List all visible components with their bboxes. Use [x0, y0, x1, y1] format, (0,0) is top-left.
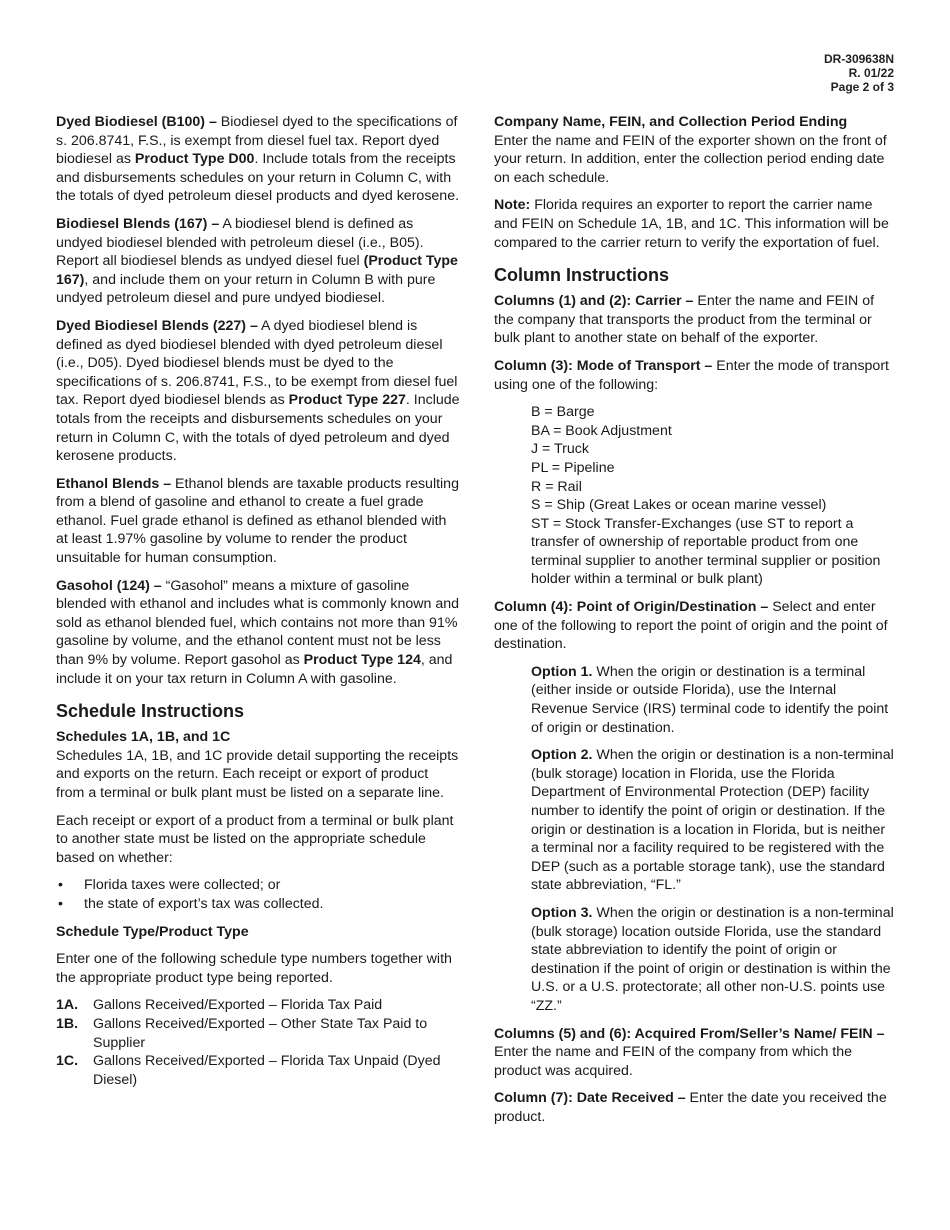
list-item: PL = Pipeline: [531, 459, 615, 476]
dyed-biodiesel-blends-paragraph: [56, 317, 460, 466]
carrier-paragraph: [494, 292, 896, 348]
schedules-paragraph-1: Schedules 1A, 1B, and 1C provide detail supporting the receipts and exports on the return. Each receipt or export of product from a terminal or bulk plant must be listed on a separate line.: [56, 747, 459, 801]
list-item: BA = Book Adjustment: [531, 422, 672, 439]
schedule-number: 1C.: [56, 1053, 79, 1070]
column-instructions-heading: Column Instructions: [494, 265, 669, 286]
product-type: Product Type D00: [134, 151, 255, 168]
dyed-biodiesel-paragraph: [56, 113, 460, 206]
term: Dyed Biodiesel (B100) –: [56, 114, 217, 130]
text: A biodiesel blend is defined as undyed biodiesel blended with petroleum diesel (i.e., B05). Report all biodiesel blends as undyed diesel fuel: [56, 215, 424, 270]
list-item: • Florida taxes were collected; or: [56, 876, 460, 895]
tax-collected-list: [56, 876, 460, 913]
term: Note:: [494, 197, 531, 214]
text: Ethanol blends are taxable products resulting from a blend of gasoline and ethanol to create a fuel grade ethanol. Fuel grade ethanol is defined as ethanol blended with at least 1.97% gasoline by volume to render the product unsuitable for human consumption.: [56, 475, 459, 567]
list-item: [56, 1015, 460, 1052]
text: Enter the name and FEIN of the company that transports the product from the terminal or bulk plant to another state on behalf of the exporter.: [494, 293, 875, 347]
term: Columns (5) and (6): Acquired From/Seller’s Name/ FEIN –: [494, 1025, 885, 1042]
company-subheading: Company Name, FEIN, and Collection Period Ending: [494, 114, 848, 130]
company-paragraph: Enter the name and FEIN of the exporter shown on the front of your return. In addition, enter the collection period ending date on each schedule.: [494, 132, 887, 186]
text: “Gasohol” means a mixture of gasoline blended with ethanol and includes what is commonly known and sold as ethanol blended fuel, which contains not more than 91% gasoline by volume, and the ethanol content must not be less than 9% by volume. Report gasohol as: [56, 577, 460, 669]
ethanol-blends-paragraph: [56, 475, 460, 568]
term: Option 2.: [531, 747, 593, 764]
term: Dyed Biodiesel Blends (227) –: [56, 317, 258, 334]
schedule-text: Gallons Received/Exported – Other State Tax Paid to Supplier: [93, 1015, 428, 1051]
term: Column (3): Mode of Transport –: [494, 357, 713, 374]
text: Florida requires an exporter to report the carrier name and FEIN on Schedule 1A, 1B, and 1C. This information will be compared to the carrier return to verify the exportation of fuel.: [494, 197, 889, 251]
product-type: Product Type 124: [303, 652, 421, 669]
schedule-number: 1A.: [56, 997, 79, 1014]
schedule-number: 1B.: [56, 1015, 79, 1032]
list-item: B = Barge: [531, 404, 595, 421]
text: Enter the mode of transport using one of the following:: [494, 357, 889, 393]
acquired-from-paragraph: [494, 1025, 896, 1081]
text: , and include them on your return in Column B with pure undyed petroleum diesel and pure undyed biodiesel.: [56, 271, 436, 307]
text: . Include totals from the receipts and disbursements schedules on your return in Column C, with the totals of dyed petroleum diesel products and dyed kerosene.: [56, 151, 460, 205]
text: Select and enter one of the following to report the point of origin and the point of destination.: [494, 599, 888, 653]
text: Biodiesel dyed to the specifications of s. 206.8741, F.S., is exempt from diesel fuel tax. Report dyed biodiesel as: [56, 114, 458, 168]
list-item: • the state of export’s tax was collected.: [56, 895, 460, 914]
left-column: [56, 113, 460, 1089]
text: . Include totals from the receipts and disbursements schedules on your return in Column C, with the totals of dyed petroleum and dyed kerosene products.: [56, 392, 460, 465]
text: Enter the name and FEIN of the company from which the product was acquired.: [494, 1044, 853, 1079]
list-item: [56, 996, 460, 1015]
schedules-subheading: Schedules 1A, 1B, and 1C: [56, 729, 231, 746]
term: Gasohol (124) –: [56, 577, 162, 594]
gasohol-paragraph: [56, 577, 460, 689]
term: Option 3.: [531, 904, 593, 921]
schedule-type-list: [56, 996, 460, 1089]
text: Enter the date you received the product.: [494, 1090, 887, 1125]
list-item: S = Ship (Great Lakes or ocean marine vessel): [531, 497, 827, 514]
right-column: [494, 113, 896, 1136]
biodiesel-blends-paragraph: [56, 215, 460, 308]
list-item: R = Rail: [531, 478, 582, 495]
schedule-text: Gallons Received/Exported – Florida Tax Unpaid (Dyed Diesel): [93, 1053, 441, 1088]
option-1-paragraph: [531, 663, 896, 737]
text: When the origin or destination is a non-terminal (bulk storage) location outside Florida, use the standard state abbreviation to identify the point of origin or destination if the point of origin or destination is within the U.S. or a U.S. protectorate; all other non-U.S. points use “ZZ.”: [531, 904, 894, 1014]
list-item: [56, 1052, 460, 1089]
note-paragraph: [494, 196, 896, 252]
term: Option 1.: [531, 663, 593, 680]
option-3-paragraph: [531, 904, 896, 1016]
form-header: [824, 52, 894, 94]
page-number: Page 2 of 3: [830, 80, 894, 94]
form-number: DR-309638N: [823, 52, 894, 66]
product-type: Product Type 227: [288, 392, 406, 409]
text: A dyed biodiesel blend is defined as dyed biodiesel blended with dyed petroleum diesel (i.e., D05). Dyed biodiesel blends must be dyed to the specifications of s. 206.8741, F.S., to be exempt from diesel fuel tax. Report dyed biodiesel blends as: [56, 317, 458, 409]
schedule-text: Gallons Received/Exported – Florida Tax Paid: [93, 997, 383, 1014]
schedule-type-subheading: Schedule Type/Product Type: [56, 923, 249, 940]
schedule-instructions-heading: Schedule Instructions: [56, 701, 245, 722]
schedule-type-paragraph: Enter one of the following schedule type numbers together with the appropriate product type being reported.: [56, 951, 452, 986]
date-received-paragraph: [494, 1089, 896, 1126]
term: Column (4): Point of Origin/Destination –: [494, 599, 769, 616]
text: When the origin or destination is a terminal (either inside or outside Florida), use the Internal Revenue Service (IRS) terminal code to identify the point of origin or destination.: [531, 663, 889, 736]
schedules-paragraph-2: Each receipt or export of a product from a terminal or bulk plant to another state must be listed on the appropriate schedule based on whether:: [56, 812, 454, 866]
term: Columns (1) and (2): Carrier –: [494, 293, 694, 310]
term: Column (7): Date Received –: [494, 1090, 686, 1107]
point-of-origin-paragraph: [494, 598, 896, 654]
text: , and include it on your tax return in Column A with gasoline.: [56, 652, 453, 687]
term: Ethanol Blends –: [56, 475, 172, 492]
list-item: ST = Stock Transfer-Exchanges (use ST to report a transfer of ownership of reportable product from one terminal supplier to another terminal supplier or position holder within a terminal or bulk plant): [531, 515, 881, 588]
revision-date: R. 01/22: [848, 66, 894, 80]
mode-of-transport-paragraph: [494, 357, 896, 394]
list-item: J = Truck: [531, 441, 589, 458]
text: When the origin or destination is a non-terminal (bulk storage) location in Florida, use the Florida Department of Environmental Protection (DEP) facility number to identify the point of origin or destination. If the origin or destination is a location in Florida, but is neither a terminal nor a facility required to be registered with the DEP (such as a portable storage tank), use the standard state abbreviation, “FL.”: [531, 747, 894, 894]
term: Biodiesel Blends (167) –: [56, 215, 220, 232]
product-type: (Product Type 167): [56, 253, 458, 288]
option-2-paragraph: [531, 746, 896, 895]
mode-codes-list: [531, 403, 896, 589]
